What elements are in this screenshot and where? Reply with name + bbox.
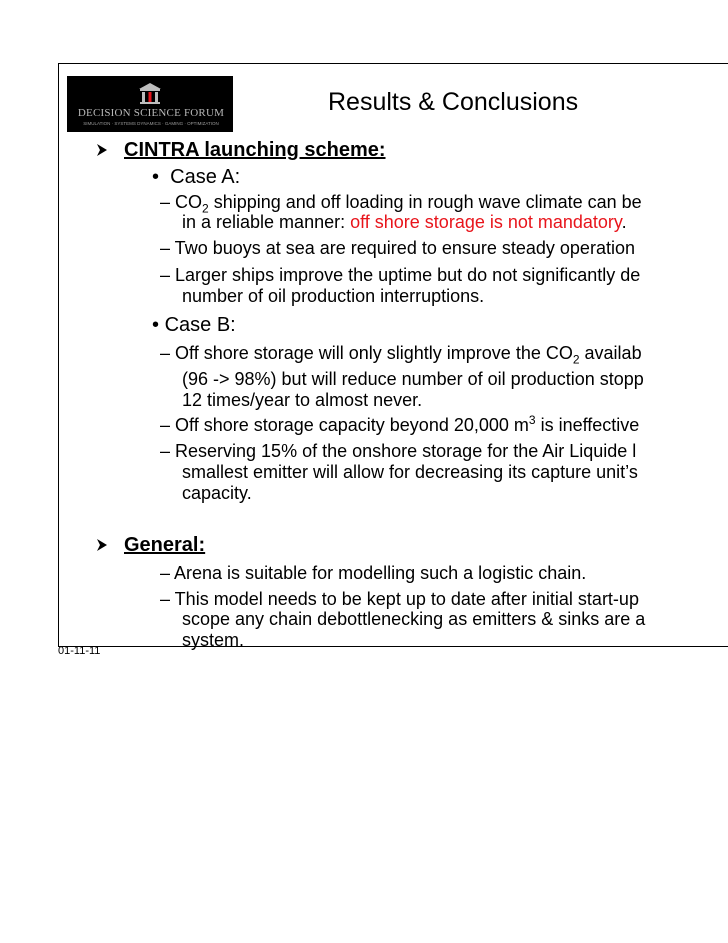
case-a-bullet-1: – $CO_2$ shipping and off loading in rough wave climate can be	[160, 192, 642, 216]
decision-science-forum-logo	[67, 76, 233, 132]
slide-title: Results & Conclusions	[328, 88, 579, 116]
section-heading-cintra: CINTRA launching scheme:	[124, 139, 386, 161]
general-bullet-2-cont: scope any chain debottlenecking as emitters & sinks are a	[182, 609, 646, 629]
general-bullet-2-cont2: system.	[182, 630, 245, 650]
bullet-dot-icon: •	[152, 166, 160, 188]
case-b-bullet-3-cont2: capacity.	[182, 483, 252, 503]
logo-subtext: SIMULATION · SYSTEMS DYNAMICS · GAMING · OPTIMIZATION	[83, 121, 219, 126]
case-a-label: • Case A:	[152, 166, 241, 188]
arrow-bullet-icon	[96, 143, 108, 157]
column-icon	[137, 82, 163, 106]
case-a-bullet-1-cont: in a reliable manner: off shore storage is not mandatory.	[182, 212, 627, 232]
bullet-dot-icon: •	[152, 314, 160, 336]
case-b-bullet-1: – Off shore storage will only slightly improve the $CO_2$ availab	[160, 343, 642, 367]
case-b-bullet-1-cont: (96 -> 98%) but will reduce number of oil production stopp	[182, 369, 644, 389]
case-a-bullet-2: – Two buoys at sea are required to ensure steady operation	[160, 238, 635, 258]
case-b-bullet-2: – Off shore storage capacity beyond 20,000 $m^3$ is ineffective	[160, 413, 640, 435]
arrow-bullet-icon	[96, 538, 108, 552]
case-b-label: • Case B:	[152, 314, 236, 336]
case-a-bullet-3-cont: number of oil production interruptions.	[182, 286, 485, 306]
case-a-bullet-3: – Larger ships improve the uptime but do not significantly de	[160, 265, 641, 285]
general-bullet-2: – This model needs to be kept up to date after initial start-up	[160, 589, 639, 609]
slide-date: 01-11-11	[58, 645, 101, 657]
case-b-bullet-3: – Reserving 15% of the onshore storage for the Air Liquide l	[160, 441, 637, 461]
case-b-bullet-3-cont: smallest emitter will allow for decreasing its capture unit’s	[182, 462, 638, 482]
logo-text: DECISION SCIENCE FORUM	[77, 107, 225, 119]
general-bullet-1: – Arena is suitable for modelling such a logistic chain.	[160, 563, 587, 583]
case-b-bullet-1-cont2: 12 times/year to almost never.	[182, 390, 423, 410]
section-heading-general: General:	[124, 534, 206, 556]
